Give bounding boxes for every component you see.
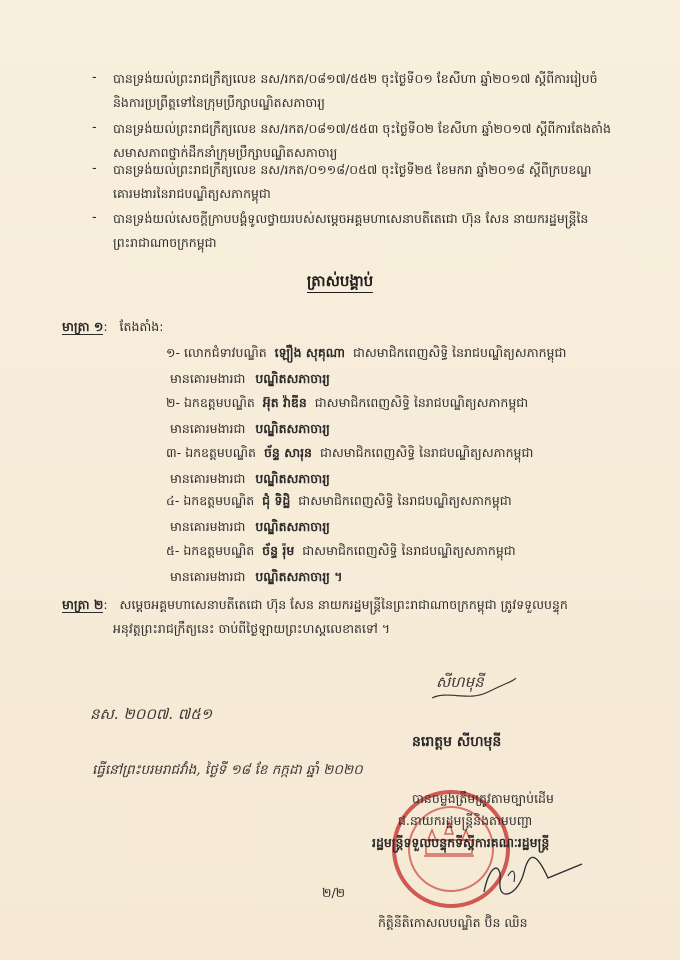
article-2-label: មាត្រា ២ xyxy=(62,597,104,612)
appointee-title: បណ្ឌិតសភាចារ្យ xyxy=(255,471,330,486)
appointee-line: ២- ឯកឧត្តមបណ្ឌិត អ៊ុត វ៉ាឌីន ជាសមាជិកពេញសិទ្ធិ នៃរាជបណ្ឌិត្យសភាកម្ពុជា xyxy=(166,395,529,410)
bullet-dash: - xyxy=(92,161,97,176)
appointee-line: ៤- ឯកឧត្តមបណ្ឌិត ជុំ ទិដ្ឋិ ជាសមាជិកពេញសិទ្ធិ នៃរាជបណ្ឌិត្យសភាកម្ពុជា xyxy=(166,493,512,508)
appointee-title-line: មានគោរមងារជា បណ្ឌិតសភាចារ្យ xyxy=(170,471,330,486)
article-1-intro: តែងតាំង: xyxy=(119,319,164,334)
bullet-dash: - xyxy=(92,70,97,85)
king-signature: សីហមុនី xyxy=(436,673,484,691)
article-1-label: មាត្រា ១ xyxy=(62,319,104,334)
article-2-line-1: មាត្រា ២: សម្តេចអគ្គមហាសេនាបតីតេជោ ហ៊ុន សែន នាយករដ្ឋមន្ត្រីនៃព្រះរាជាណាចក្រកម្ពុជា ត្រូវទទួលបន្ទុក xyxy=(62,597,568,612)
certified-copy-note: បានចម្លងត្រឹមត្រូវតាមច្បាប់ដើម xyxy=(412,791,554,806)
king-name: នរោត្តម សីហមុនី xyxy=(412,734,502,750)
decree-number: នស. ២០០៧. ៧៥១ xyxy=(90,705,213,723)
appointee-title: បណ្ឌិតសភាចារ្យ ។ xyxy=(255,569,343,584)
minister-title: រដ្ឋមន្ត្រីទទួលបន្ទុកទីស្តីការគណៈរដ្ឋមន្ត្រី xyxy=(372,835,550,850)
bullet-dash: - xyxy=(92,120,97,135)
article-1-header: មាត្រា ១: តែងតាំង: xyxy=(62,319,164,334)
appointee-name: អ៊ុត វ៉ាឌីន xyxy=(262,395,307,410)
appointee-name: ច័ន្ទ សារុន xyxy=(263,445,312,460)
preamble-line: គោរមងារនៃរាជបណ្ឌិត្យសភាកម្ពុជា xyxy=(113,186,271,201)
preamble-line: បានទ្រង់យល់ព្រះរាជក្រឹត្យលេខ នស/រកត/០៨១៧/៥៥៣ ចុះថ្ងៃទី០២ ខែសីហា ឆ្នាំ២០១៧ ស្តីពីការតែងតាំង xyxy=(113,121,611,136)
appointee-title: បណ្ឌិតសភាចារ្យ xyxy=(255,421,330,436)
appointee-title-line: មានគោរមងារជា បណ្ឌិតសភាចារ្យ xyxy=(170,519,330,534)
signature-flourish-icon xyxy=(428,672,518,702)
appointee-title-line: មានគោរមងារជា បណ្ឌិតសភាចារ្យ ។ xyxy=(170,569,343,584)
appointee-title-line: មានគោរមងារជា បណ្ឌិតសភាចារ្យ xyxy=(170,421,330,436)
appointee-name: ឡឿង សុគុណា xyxy=(274,345,345,360)
preamble-line: ព្រះរាជាណាចក្រកម្ពុជា xyxy=(113,235,217,250)
signer-name: កិត្តិនីតិកោសលបណ្ឌិត ប៊ិន ឈិន xyxy=(378,915,528,930)
preamble-line: បានទ្រង់យល់សេចក្តីក្រាបបង្គំទូលថ្វាយរបស់សម្តេចអគ្គមហាសេនាបតីតេជោ ហ៊ុន សែន នាយករដ្ឋមន្ត្រីនៃ xyxy=(113,211,589,226)
appointee-name: ជុំ ទិដ្ឋិ xyxy=(262,493,291,508)
article-2-line-2: អនុវត្តព្រះរាជក្រឹត្យនេះ ចាប់ពីថ្ងៃឡាយព្រះហស្តលេខាតទៅ ។ xyxy=(113,621,391,636)
appointee-line: ៥- ឯកឧត្តមបណ្ឌិត ច័ន្ទ រ៉ុម ជាសមាជិកពេញសិទ្ធិ នៃរាជបណ្ឌិត្យសភាកម្ពុជា xyxy=(166,543,516,558)
decree-title: ត្រាស់បង្គាប់ xyxy=(0,272,680,294)
appointee-line: ១- លោកជំទាវបណ្ឌិត ឡឿង សុគុណា ជាសមាជិកពេញសិទ្ធិ នៃរាជបណ្ឌិត្យសភាកម្ពុជា xyxy=(166,345,567,360)
appointee-title: បណ្ឌិតសភាចារ្យ xyxy=(255,371,330,386)
preamble-line: សមាសភាពថ្នាក់ដឹកនាំក្រុមប្រឹក្សាបណ្ឌិតសភាចារ្យ xyxy=(113,145,338,160)
appointee-line: ៣- ឯកឧត្តមបណ្ឌិត ច័ន្ទ សារុន ជាសមាជិកពេញសិទ្ធិ នៃរាជបណ្ឌិត្យសភាកម្ពុជា xyxy=(166,445,534,460)
appointee-title-line: មានគោរមងារជា បណ្ឌិតសភាចារ្យ xyxy=(170,371,330,386)
preamble-line: បានទ្រង់យល់ព្រះរាជក្រឹត្យលេខ នស/រកត/០១១៨/០៥៧ ចុះថ្ងៃទី២៥ ខែមករា ឆ្នាំ២០១៨ ស្តីពីក្របខណ្ឌ xyxy=(113,162,592,177)
appointee-name: ច័ន្ទ រ៉ុម xyxy=(262,543,295,558)
bullet-dash: - xyxy=(92,210,97,225)
appointee-title: បណ្ឌិតសភាចារ្យ xyxy=(255,519,330,534)
minister-signature-icon xyxy=(478,852,588,902)
page-number: ២/២ xyxy=(322,885,346,900)
preamble-line: និងការប្រព្រឹត្តទៅនៃក្រុមប្រឹក្សាបណ្ឌិតសភាចារ្យ xyxy=(113,95,325,110)
place-date: ធ្វើនៅព្រះបរមរាជវាំង, ថ្ងៃទី ១៨ ខែ កក្កដា ឆ្នាំ ២០២០ xyxy=(92,762,363,778)
on-behalf-note: ជ.នាយករដ្ឋមន្ត្រីនិងតាមបញ្ជា xyxy=(398,813,533,828)
preamble-line: បានទ្រង់យល់ព្រះរាជក្រឹត្យលេខ នស/រកត/០៨១៧/៥៥២ ចុះថ្ងៃទី០១ ខែសីហា ឆ្នាំ២០១៧ ស្តីពីការរៀបចំ xyxy=(113,71,598,86)
